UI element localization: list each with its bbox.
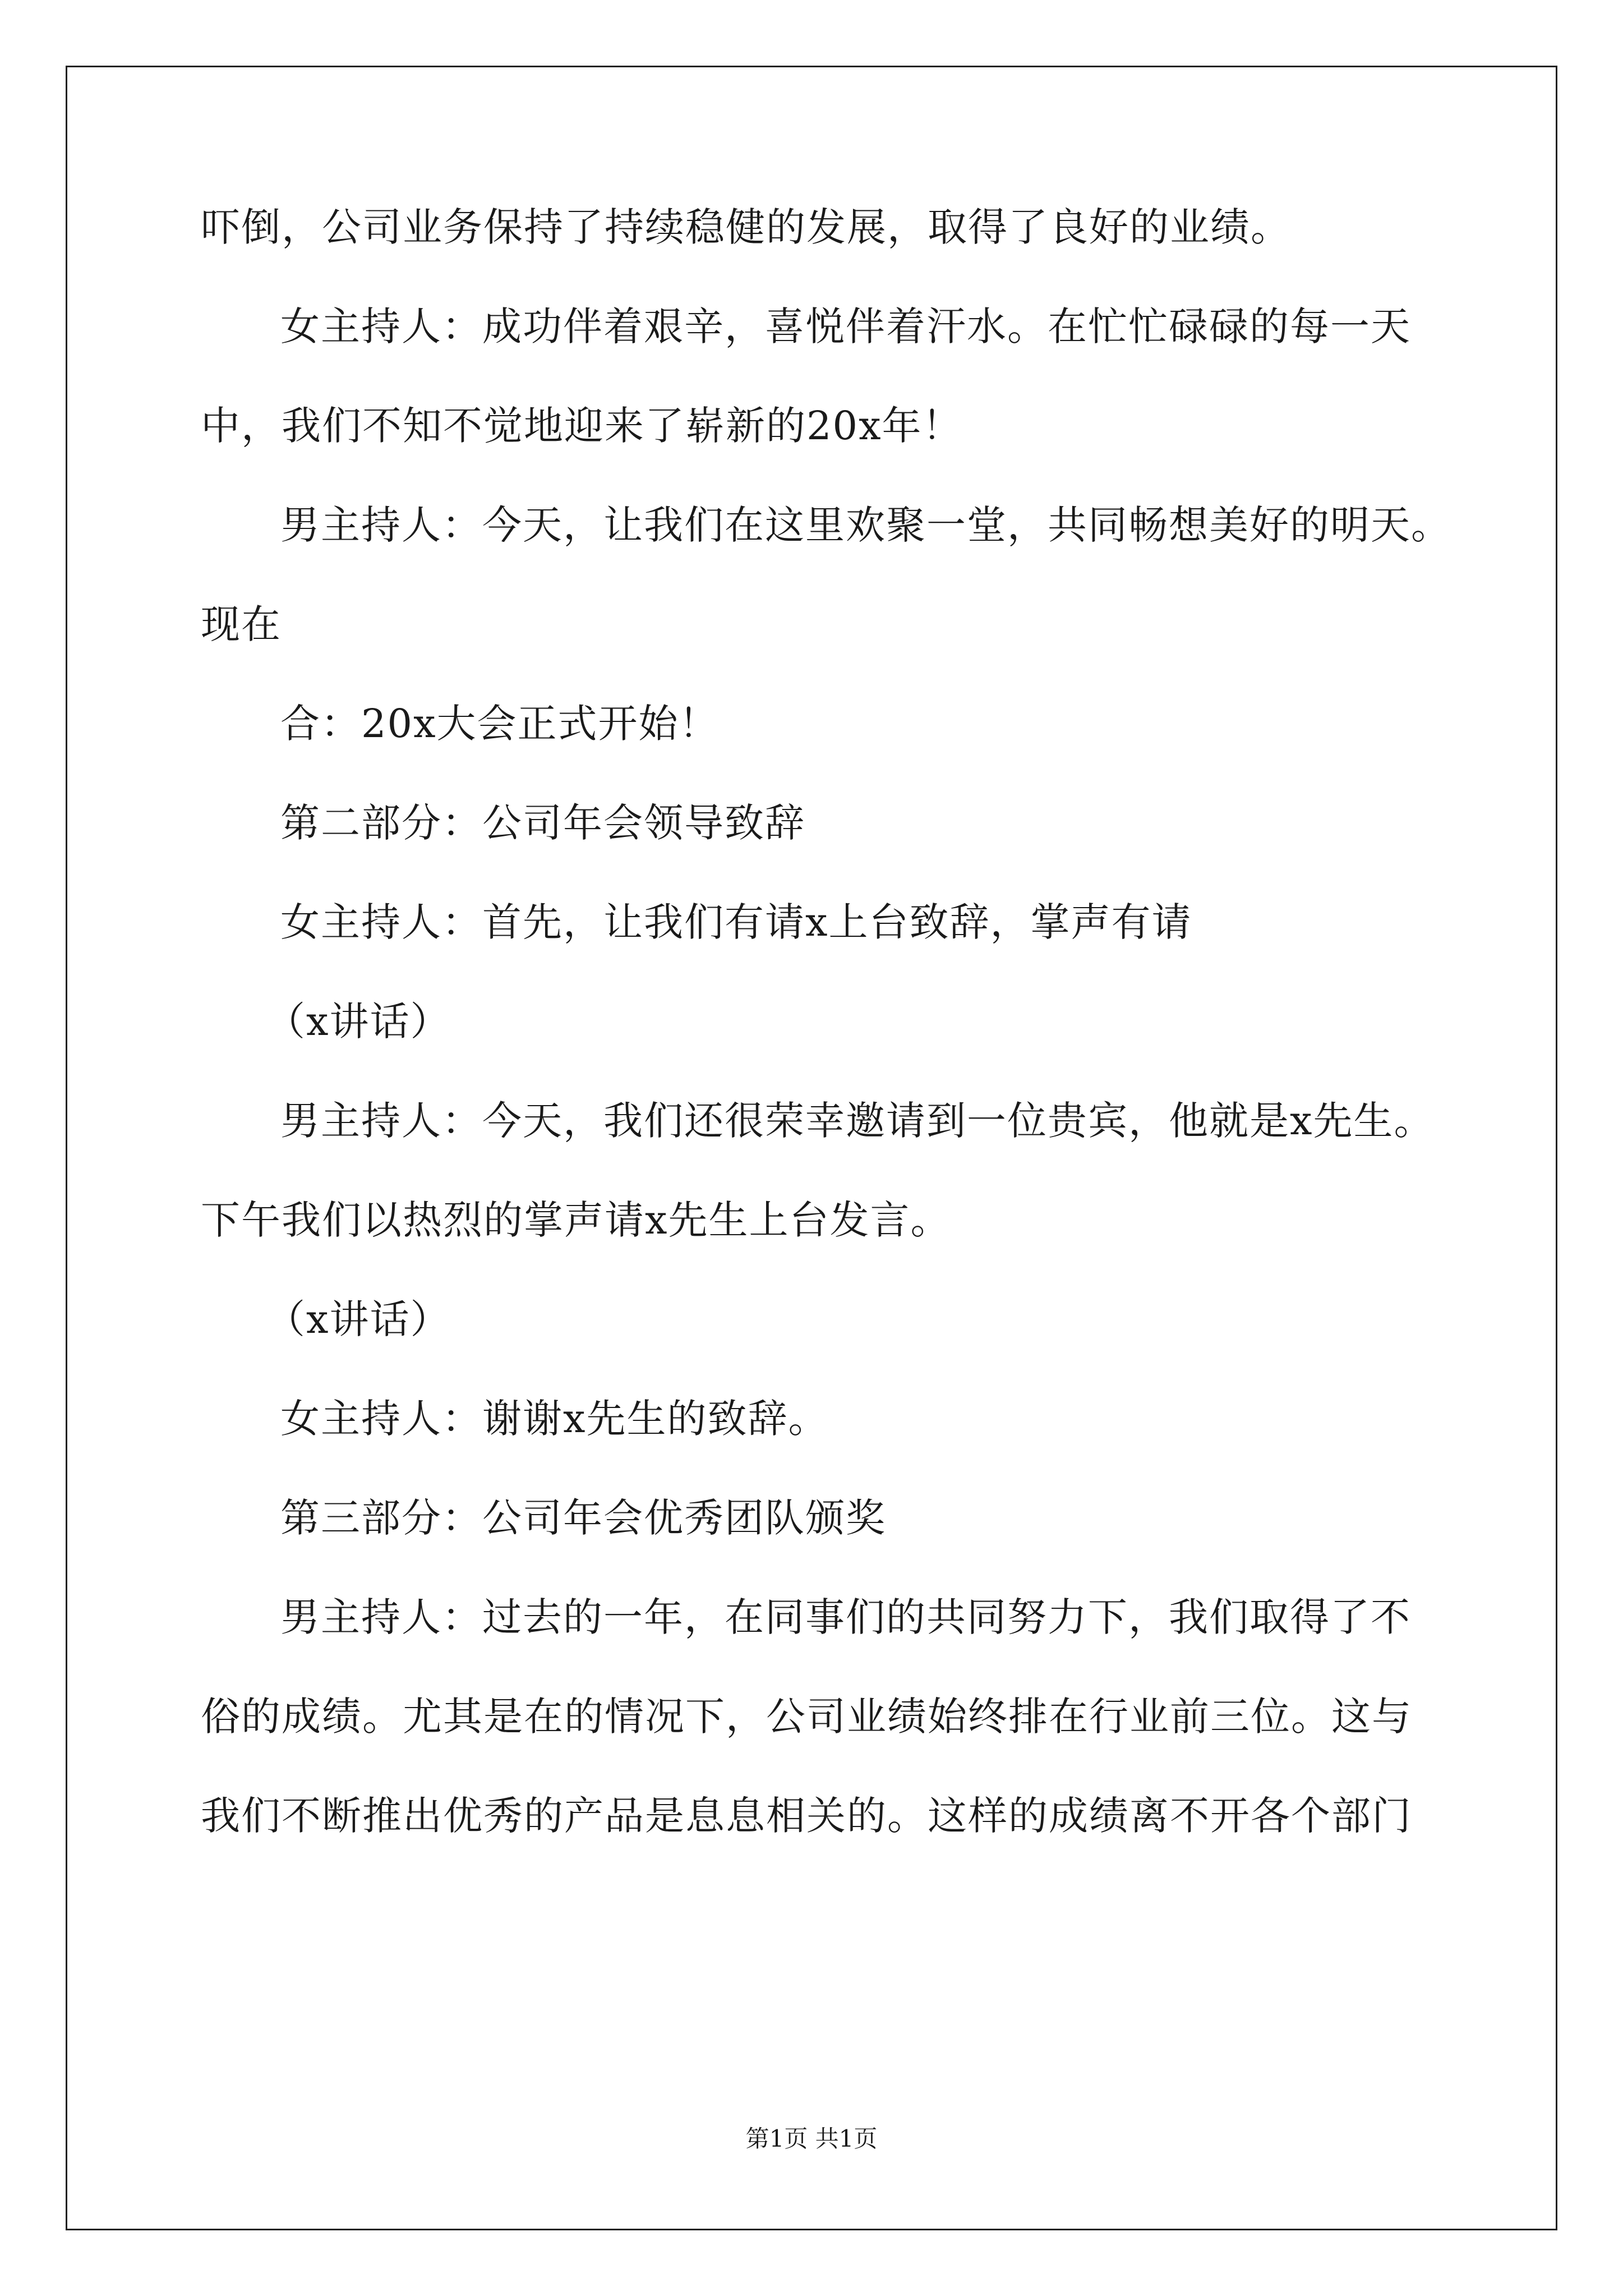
page-border [66, 66, 1557, 2230]
text-line: 吓倒，公司业务保持了持续稳健的发展，取得了良好的业绩。 [201, 204, 1291, 250]
text-line: 我们不断推出优秀的产品是息息相关的。这样的成绩离不开各个部门 [201, 1793, 1412, 1839]
text-line: 男主持人：今天，让我们在这里欢聚一堂，共同畅想美好的明天。 [280, 502, 1451, 548]
stage-direction: （x讲话） [266, 999, 451, 1045]
text-line: 下午我们以热烈的掌声请x先生上台发言。 [201, 1197, 951, 1243]
text-line: 女主持人：成功伴着艰辛，喜悦伴着汗水。在忙忙碌碌的每一天 [280, 303, 1411, 349]
stage-direction: （x讲话） [266, 1296, 451, 1342]
text-line: 中，我们不知不觉地迎来了崭新的20x年！ [201, 403, 963, 449]
text-line: 现在 [201, 601, 282, 647]
text-line: 男主持人：今天，我们还很荣幸邀请到一位贵宾，他就是x先生。 [280, 1098, 1435, 1144]
section-heading: 第三部分：公司年会优秀团队颁奖 [280, 1495, 886, 1541]
page-footer: 第1页 共1页 [745, 2125, 878, 2152]
text-line: 男主持人：过去的一年，在同事们的共同努力下，我们取得了不 [280, 1594, 1411, 1640]
section-heading: 第二部分：公司年会领导致辞 [280, 800, 805, 846]
text-line: 合：20x大会正式开始！ [280, 701, 720, 747]
text-line: 女主持人：首先，让我们有请x上台致辞，掌声有请 [280, 899, 1192, 945]
text-line: 女主持人：谢谢x先生的致辞。 [280, 1396, 829, 1442]
text-line: 俗的成绩。尤其是在的情况下，公司业绩始终排在行业前三位。这与 [201, 1694, 1412, 1740]
